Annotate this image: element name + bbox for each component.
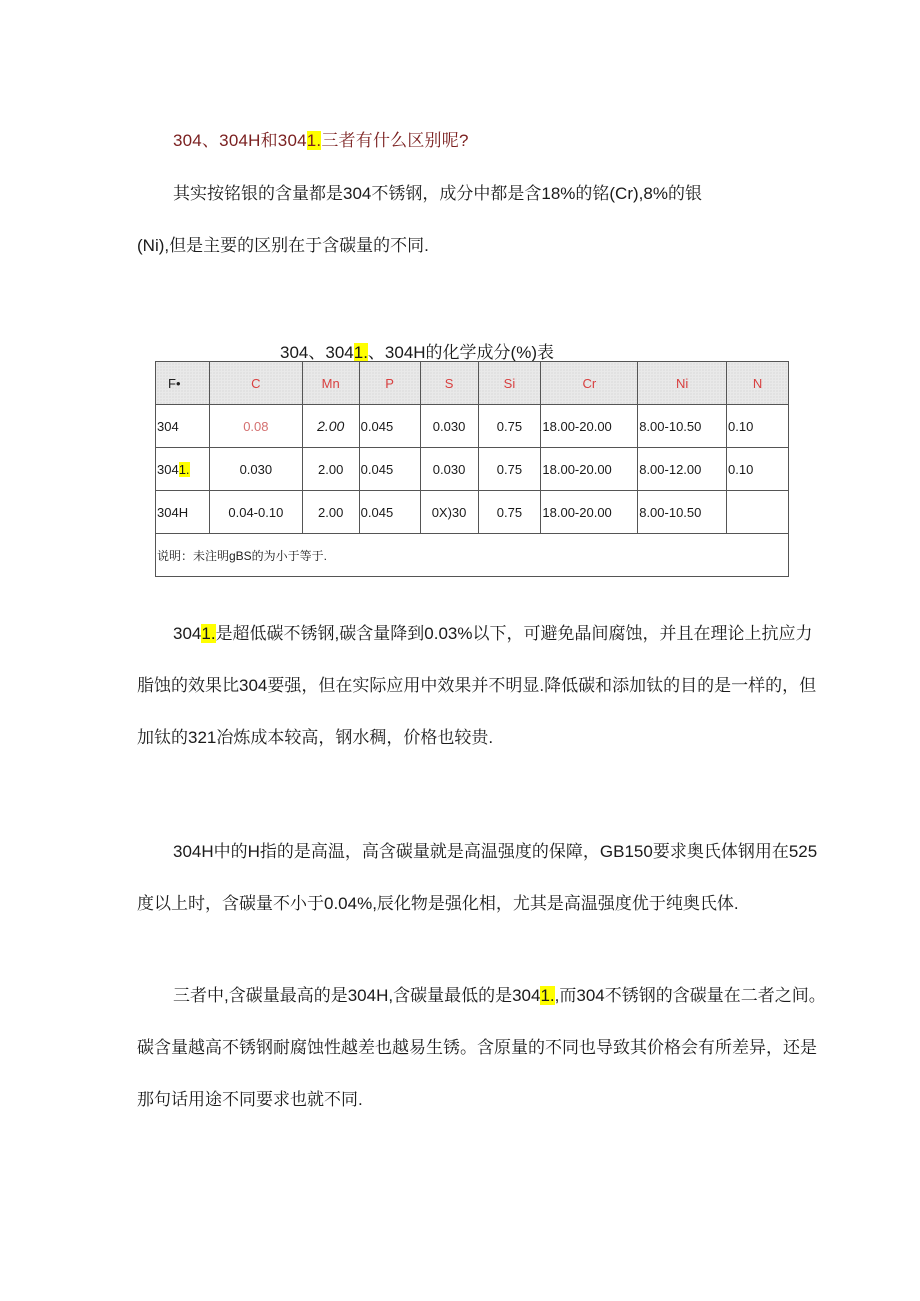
cell-p: 0.045	[359, 491, 420, 534]
intro-paragraph	[137, 168, 827, 272]
caption-part-a: 304、304	[280, 343, 354, 362]
cell-si: 0.75	[478, 448, 541, 491]
p2-body: 是超低碳不锈钢,碳含量降到0.03%以下，可避免晶间腐蚀，并且在理论上抗应力脂蚀的效果比304要强，但在实际应用中效果并不明显.降低碳和添加钛的目的是一样的，但加钛的321冶炼成本较高，钢水稠，价格也较贵.	[137, 624, 817, 747]
header-mn: Mn	[302, 362, 359, 405]
caption-highlight: 1.	[353, 343, 368, 362]
cell-mn: 2.00	[302, 448, 359, 491]
cell-grade: 3041.	[156, 448, 210, 491]
header-si: Si	[478, 362, 541, 405]
paragraph-304h	[137, 826, 827, 930]
document-title	[173, 126, 469, 151]
cell-c: 0.08	[209, 405, 302, 448]
p3-body: 304H中的H指的是高温，高含碳量就是高温强度的保障，GB150要求奥氏体钢用在525度以上时，含碳量不小于0.04%,辰化物是强化相，尤其是高温强度优于纯奥氏体.	[137, 842, 818, 913]
header-ni: Ni	[638, 362, 727, 405]
cell-cr: 18.00-20.00	[541, 448, 638, 491]
cell-grade: 304	[156, 405, 210, 448]
header-p: P	[359, 362, 420, 405]
paragraph-summary	[137, 970, 827, 1126]
table-note-row	[156, 534, 789, 577]
cell-c: 0.04-0.10	[209, 491, 302, 534]
cell-p: 0.045	[359, 448, 420, 491]
cell-n: 0.10	[727, 405, 789, 448]
intro-line-2: (Ni),但是主要的区别在于含碳量的不同.	[137, 236, 429, 255]
p4-lead: 三者中,含碳量最高的是304H,含碳量最低的是304	[173, 986, 541, 1005]
cell-ni: 8.00-12.00	[638, 448, 727, 491]
table-row	[156, 405, 789, 448]
table-note: 说明：未注明gBS的为小于等于.	[156, 534, 789, 577]
cell-mn: 2.00	[302, 405, 359, 448]
p4-highlight: 1.	[540, 986, 555, 1005]
cell-s: 0X)30	[420, 491, 478, 534]
cell-c: 0.030	[209, 448, 302, 491]
title-suffix: 三者有什么区别呢?	[321, 131, 469, 150]
table-header-row	[156, 362, 789, 405]
cell-ni: 8.00-10.50	[638, 405, 727, 448]
paragraph-304l	[137, 608, 827, 764]
table-caption	[280, 338, 554, 363]
cell-cr: 18.00-20.00	[541, 491, 638, 534]
header-cr: Cr	[541, 362, 638, 405]
cell-mn: 2.00	[302, 491, 359, 534]
cell-si: 0.75	[478, 405, 541, 448]
cell-ni: 8.00-10.50	[638, 491, 727, 534]
cell-s: 0.030	[420, 448, 478, 491]
cell-n: 0.10	[727, 448, 789, 491]
cell-cr: 18.00-20.00	[541, 405, 638, 448]
caption-part-b: 、304H的化学成分(%)表	[367, 343, 555, 362]
header-c: C	[209, 362, 302, 405]
header-grade: F•	[156, 362, 210, 405]
cell-grade: 304H	[156, 491, 210, 534]
cell-si: 0.75	[478, 491, 541, 534]
cell-n	[727, 491, 789, 534]
p2-lead: 304	[173, 624, 202, 643]
cell-s: 0.030	[420, 405, 478, 448]
header-n: N	[727, 362, 789, 405]
table-row	[156, 448, 789, 491]
intro-line-1: 其实按铭银的含量都是304不锈钢，成分中都是含18%的铭(Cr),8%的银	[173, 184, 702, 203]
p4-body: ,而304不锈钢的含碳量在二者之间。碳含量越高不锈钢耐腐蚀性越差也越易生锈。含原量的不同也导致其价格会有所差异，还是那句话用途不同要求也就不同.	[137, 986, 826, 1109]
title-prefix: 304、304H和304	[173, 131, 307, 150]
table-row	[156, 491, 789, 534]
p2-highlight: 1.	[201, 624, 216, 643]
title-highlight: 1.	[306, 131, 322, 150]
header-s: S	[420, 362, 478, 405]
cell-p: 0.045	[359, 405, 420, 448]
composition-table	[155, 361, 789, 577]
